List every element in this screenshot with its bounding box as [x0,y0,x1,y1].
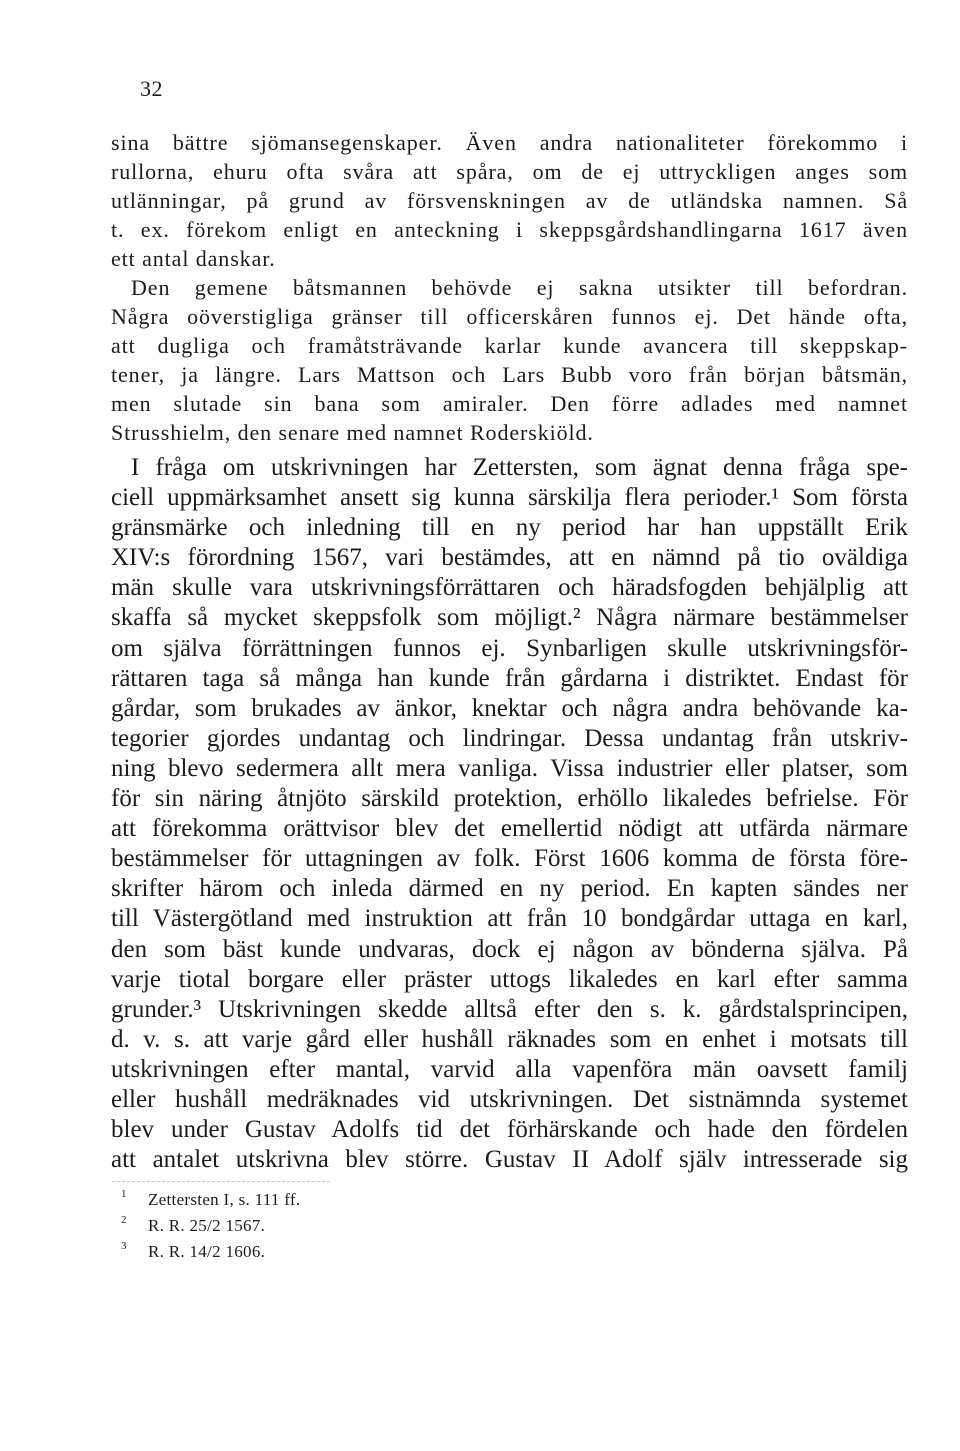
text-line: varje tiotal borgare eller präster uttogs likaledes en karl efter samma [111,965,908,993]
footnote-mark: 3 [121,1240,127,1252]
text-line: att antalet utskrivna blev större. Gustav II Adolf själv intresserade sig [111,1146,908,1174]
footnote [111,1187,711,1213]
paragraph [111,453,908,1175]
footnotes [111,1187,711,1265]
text-line: XIV:s förordning 1567, vari bestämdes, att en nämnd på tio oväldiga [111,544,908,572]
body-text-upper [111,128,908,447]
text-line: rullorna, ehuru ofta svåra att spåra, om de ej uttryckligen anges som [111,159,908,184]
text-line: tener, ja längre. Lars Mattson och Lars Bubb voro från början båtsmän, [111,362,908,387]
footnote-text: R. R. 25/2 1567. [148,1216,266,1235]
text-line: om själva förrättningen funnos ej. Synbarligen skulle utskrivningsför- [111,634,908,662]
text-line: att förekomma orättvisor blev det emellertid nödigt att utfärda närmare [111,815,908,843]
text-line: ett antal danskar. [111,246,276,271]
footnote-text: R. R. 14/2 1606. [148,1242,266,1261]
text-line: för sin näring åtnjöto särskild protektion, erhöllo likaledes befrielse. För [111,785,908,813]
text-line: Strusshielm, den senare med namnet Roderskiöld. [111,420,594,445]
footnote-mark: 2 [121,1214,127,1226]
text-line: grunder.³ Utskrivningen skedde alltså efter den s. k. gårdstalsprincipen, [111,995,908,1023]
text-line: sina bättre sjömansegenskaper. Även andra nationaliteter förekommo i [111,130,908,155]
text-line: till Västergötland med instruktion att från 10 bondgårdar uttaga en karl, [111,905,908,933]
text-line: rättaren taga så många han kunde från gårdarna i distriktet. Endast för [111,664,908,692]
text-line: d. v. s. att varje gård eller hushåll räknades som en enhet i motsats till [111,1025,908,1053]
text-line: gårdar, som brukades av änkor, knektar och några andra behövande ka- [111,694,908,722]
text-line: utskrivningen efter mantal, varvid alla vapenföra män oavsett familj [111,1055,908,1083]
footnote-rule [112,1181,330,1182]
text-line: utlänningar, på grund av försvenskningen av de utländska namnen. Så [111,188,908,213]
text-line: t. ex. förekom enligt en anteckning i skeppsgårdshandlingarna 1617 även [111,217,908,242]
paragraph [111,128,908,273]
text-line: eller hushåll medräknades vid utskrivningen. Det sistnämnda systemet [111,1085,908,1113]
text-line: män skulle vara utskrivningsförrättaren och häradsfogden behjälplig att [111,574,908,602]
page-number: 32 [140,76,163,101]
text-line: gränsmärke och inledning till en ny period har han uppställt Erik [111,514,908,542]
text-line: ciell uppmärksamhet ansett sig kunna särskilja flera perioder.¹ Som första [111,484,908,512]
text-line: Några oöverstigliga gränser till officerskåren funnos ej. Det hände ofta, [111,304,908,329]
text-line: I fråga om utskrivningen har Zettersten, som ägnat denna fråga spe- [131,454,908,481]
text-line: skaffa så mycket skeppsfolk som möjligt.² Några närmare bestämmelser [111,604,908,632]
body-text-lower [111,453,908,1175]
paragraph [111,273,908,447]
text-line: att dugliga och framåtsträvande karlar kunde avancera till skeppskap- [111,333,908,358]
text-line: skrifter härom och inleda därmed en ny period. En kapten sändes ner [111,875,908,903]
text-line: bestämmelser för uttagningen av folk. Först 1606 komma de första före- [111,845,908,873]
text-line: tegorier gjordes undantag och lindringar. Dessa undantag från utskriv- [111,724,908,752]
footnote [111,1239,711,1265]
footnote [111,1213,711,1239]
text-line: Den gemene båtsmannen behövde ej sakna utsikter till befordran. [131,275,908,300]
text-line: den som bäst kunde undvaras, dock ej någon av bönderna själva. På [111,935,908,963]
text-line: blev under Gustav Adolfs tid det förhärskande och hade den fördelen [111,1116,908,1144]
text-line: ning blevo sedermera allt mera vanliga. Vissa industrier eller platser, som [111,754,908,782]
footnote-text: Zettersten I, s. 111 ff. [148,1190,301,1209]
footnote-mark: 1 [121,1188,127,1200]
text-line: men slutade sin bana som amiraler. Den förre adlades med namnet [111,391,908,416]
